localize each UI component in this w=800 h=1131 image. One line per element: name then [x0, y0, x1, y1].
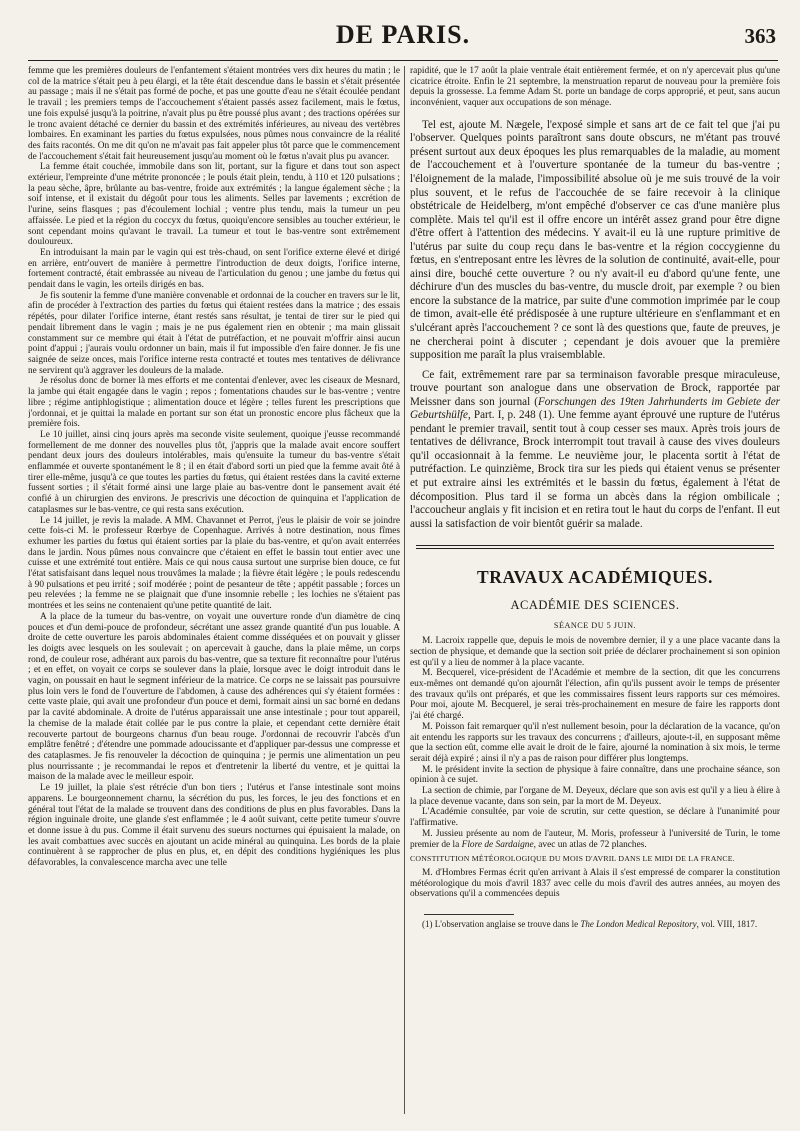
- running-title: DE PARIS.: [335, 20, 471, 49]
- page-number: 363: [744, 24, 776, 48]
- footnote-text-before: (1) L'observation anglaise se trouve dans le: [422, 919, 581, 930]
- left-column: [28, 66, 400, 1116]
- paragraph: Tel est, ajoute M. Nægele, l'exposé simple et sans art de ce fait tel que j'ai pu l'observer. Quelques points paraîtront sans doute obscurs, ne m'étant pas trouvé présent surtout aux deux époques les plus remarquables de la maladie, au moment de l'accouchement et à l'ouverture spontanée de la tumeur du bas-ventre ; l'éloignement de la malade, l'impossibilité absolue où je me suis trouvé de la voir plus souvent, et le refus de l'accouchée de se faire recevoir à la clinique obstétricale de Heidelberg, m'ont empêché d'observer ce cas d'une manière plus complète. Mais tel qu'il est il offre encore un intérêt assez grand pour être digne d'être offert à l'attention des médecins. Y avait-il eu là une rupture primitive de l'utérus par suite du coup reçu dans le bas-ventre et la région coccygienne du fœtus, en s'entreposant entre les lèvres de la solution de continuité, avait-elle, pour ainsi dire, bouché cette ouverture ? ou n'y avait-il eu d'abord qu'une fente, une déchirure d'un des muscles du bas-ventre, du muscle droit, par exemple ? ou bien encore la substance de la matrice, par suite d'une commotion imprimée par le coup de timon, avait-elle été prédisposée à une rupture ultérieure en s'enflammant et en s'ulcérant après l'accouchement ? ce sont là des questions que, faute de preuves, je ne chercherai point à discuter ; cependant je dois avouer que la première supposition me paraît la plus vraisemblable.: [410, 118, 780, 362]
- paragraph: [410, 369, 780, 532]
- journal-title: Forschungen des 19ten Jahrhunderts im Gebiete der Geburtshülfe: [410, 395, 780, 422]
- paragraph-text: , Part. I, p. 248 (1). Une femme ayant éprouvé une rupture de l'utérus pendant le premier travail, sentit tout à coup cesser ses maux. Après trois jours de tentatives de délivrance, Brock interrompit tout travail à cause des vives douleurs qu'il occasionnait à la femme. Le neuvième jour, le placenta sortit à l'état de putréfaction. Le quinzième, Brock tira sur les pieds qui étaient venus se présenter et put extraire ainsi les extrémités et le bassin du fœtus, également à l'état de décomposition. Plus tard il se forma un abcès dans la région ombilicale ; l'accoucheur anglais y fit incision et en retira tout le haut du corps de l'enfant. Il eut aussi la satisfaction de voir bientôt guérir sa malade.: [410, 409, 780, 530]
- paragraph: L'Académie consultée, par voie de scrutin, sur cette question, se déclare à l'unanimité pour l'affirmative.: [410, 807, 780, 829]
- paragraph: Je résolus donc de borner là mes efforts et me contentai d'enlever, avec les ciseaux de Mesnard, la jambe qui était engagée dans le vagin ; repos ; fomentations chaudes sur le bas-ventre ; ventre libre ; régime antiphlogistique ; alimentation douce et légère ; telles furent les prescriptions que j'ordonnai, et je quittai la malade en portant sur son état un pronostic encore plus fâcheux que la première fois.: [28, 376, 400, 430]
- paragraph: M. Poisson fait remarquer qu'il n'est nullement besoin, pour la déclaration de la vacance, qu'on ait entendu les rapports sur les travaux des concurrens ; d'ailleurs, ajoute-t-il, en supposant même que la section eût, comme elle avait le droit de le faire, ajourné la nomination à six mois, le terme serait déjà expiré ; ainsi il n'y a pas de raison pour différer plus longtemps.: [410, 721, 780, 764]
- right-column: [410, 66, 780, 1116]
- paragraph: En introduisant la main par le vagin qui est très-chaud, on sent l'orifice externe élevé et dirigé en arrière, entr'ouvert de manière à permettre l'introduction de deux doigts, l'orifice interne, fortement contracté, était embrassée au niveau de l'articulation du genou ; une jambe du fœtus qui pendait dans le vagin, les orteils dirigés en bas.: [28, 247, 400, 291]
- paragraph: La section de chimie, par l'organe de M. Deyeux, déclare que son avis est qu'il y a lieu à élire à la place devenue vacante, dans son sein, par la mort de M. Deyeux.: [410, 786, 780, 807]
- column-divider: [404, 66, 405, 1114]
- paragraph: M. Becquerel, vice-président de l'Académie et membre de la section, dit que les concurrens eux-mêmes ont demandé qu'on ajournât l'élection, afin qu'ils pussent avoir le temps de présenter des travaux qu'ils ont préparés, et que les commissaires fissent leurs rapports sur ces mémoires. Pour moi, ajoute M. Becquerel, je serai très-prochainement en mesure de faire les rapports dont j'ai été chargé.: [410, 668, 780, 722]
- footnote-rule: [424, 914, 514, 915]
- paragraph-text: M. Jussieu présente au nom de l'auteur, M. Moris, professeur à l'université de Turin, le tome premier de la: [410, 828, 780, 850]
- paragraph: [410, 829, 780, 850]
- paragraph: Le 10 juillet, ainsi cinq jours après ma seconde visite seulement, quoique j'eusse recommandé formellement de me donner des nouvelles plus tôt, j'appris que la malade avait encore souffert pendant deux jours des douleurs intolérables, mais qu'ensuite la tumeur du bas-ventre s'était enflammée et ouverte spontanément le 8 ; il en était d'abord sorti un pied que la femme avait ôté à tirer elle-même, jusqu'à ce que toutes les parties du fœtus, qui étaient restées dans la cavité externe fussent sorties ; il s'était formé ainsi une large plaie au bas-ventre dont le pansement avait été confié à un chirurgien des environs. Je prescrivis une décoction de quinquina et l'application de cataplasmes sur le bas-ventre, ce qui resta sans exécution.: [28, 429, 400, 515]
- paragraph: M. d'Hombres Fermas écrit qu'en arrivant à Alais il s'est empressé de comparer la constitution météorologique du mois d'avril 1837 avec celle du mois d'avril des autres années, au moyen des observations qu'il a commencées depuis: [410, 867, 780, 900]
- paragraph: femme que les premières douleurs de l'enfantement s'étaient montrées vers dix heures du matin ; le col de la matrice s'était peu à peu élargi, et la tête était descendue dans le bassin et s'était présentée au passage ; mais il ne s'était pas formé de poche, et pas une goutte d'eau ne s'était écoulée pendant le travail ; les premiers temps de l'accouchement s'étaient passés assez facilement, mais le fœtus, une fois expulsé jusqu'à la poitrine, n'avait plus pu être poussé plus avant ; des tractions opérées sur le tronc avaient détaché ce dernier du bassin et des extrémités inférieures, au niveau des vertèbres lombaires. En examinant les parties du fœtus expulsées, nous pûmes nous convaincre de la réalité des faits racontés. On me dit qu'on ne m'avait pas fait appeler plus tôt parce que le commencement de l'accouchement s'était fait heureusement jusqu'au moment où le fœtus n'avait plus pu avancer.: [28, 66, 400, 162]
- footnote-journal: The London Medical Repository: [580, 919, 697, 930]
- section-title: TRAVAUX ACADÉMIQUES.: [477, 567, 713, 588]
- footnote-text-after: , vol. VIII, 1817.: [696, 919, 758, 930]
- paragraph: Je fis soutenir la femme d'une manière convenable et ordonnai de la coucher en travers sur le lit, afin de procéder à l'extraction des parties du fœtus qui étaient restées dans la matrice ; des essais répétés, pour dilater l'orifice interne, étant restés sans résultat, je tentai de tirer sur le pied qui pendait librement dans le vagin ; mais je ne pus également rien en obtenir ; ma main glissait constamment sur ce membre qui était à l'état de putréfaction, et ne pouvait m'offrir ainsi aucun point d'appui ; j'aurais voulu ordonner un bain, mais il fut impossible d'en faire donner. Je fis une saignée de seize onces, mais l'orifice interne resta contracté et toutes mes tentatives de délivrance ne servirent qu'à aggraver les douleurs de la malade.: [28, 290, 400, 376]
- section-subtitle: ACADÉMIE DES SCIENCES.: [510, 598, 680, 613]
- book-title: Flore de Sardaigne: [461, 839, 534, 850]
- page-header: [28, 14, 778, 61]
- paragraph: Le 19 juillet, la plaie s'est rétrécie d'un bon tiers ; l'utérus et l'anse intestinale sont moins apparens. Le bourgeonnement charnu, la sécrétion du pus, les forces, le jeu des fonctions et en général tout l'état de la malade se trouvent dans des conditions de plus en plus favorables. Dans la région inguinale droite, une glande s'est enflammée ; le 4 août suivant, cette petite tumeur s'ouvre et donne issue à du pus. Comme il était survenu des sueurs nocturnes qui épuisaient la malade, on les avait combattues avec succès en ajoutant un acide minéral au quinquina. Les bords de la plaie continuèrent à se rapprocher de plus en plus, et, en dépit des conditions hygiéniques les plus défavorables, la convalescence marcha avec une telle: [28, 783, 400, 869]
- section-rule: [416, 548, 774, 549]
- paragraph-text: Ce fait, extrêmement rare par sa terminaison favorable presque miraculeuse, trouve pourtant son analogue dans une observation de Brock, rapportée par Meissner dans son journal (: [410, 368, 780, 408]
- paragraph: M. Lacroix rappelle que, depuis le mois de novembre dernier, il y a une place vacante dans la section de physique, et demande que la section soit priée de déclarer prochainement si son opinion est qu'il y a lieu de nommer à la place vacante.: [410, 636, 780, 668]
- paragraph: La femme était couchée, immobile dans son lit, portant, sur la figure et dans tout son aspect extérieur, l'empreinte d'une métrite prononcée ; le pouls était plein, tendu, à 110 et 120 pulsations ; la peau sèche, âpre, brûlante au bas-ventre, froide aux extrémités ; la langue également sèche ; la soif intense, et il existait du dégoût pour tous les aliments. Selles par lavements ; excrétion de l'urine, seins flasques ; pas d'écoulement lochial ; ventre plus tendu, mais la tumeur un peu affaissée. Le pied et la région du coccyx du fœtus, quoiqu'encore sensibles au toucher extérieur, le sont cependant moins qu'avant le travail. La tumeur et tout le bas-ventre sont extrêmement douloureux.: [28, 162, 400, 248]
- footnote: [410, 919, 780, 930]
- paragraph: M. le président invite la section de physique à faire connaître, dans une prochaine séance, son opinion à ce sujet.: [410, 764, 780, 786]
- session-date: SÉANCE DU 5 JUIN.: [553, 621, 637, 631]
- section-rule: [416, 545, 774, 546]
- paragraph: Le 14 juillet, je revis la malade. A MM. Chavannet et Perrot, j'eus le plaisir de voir se joindre cette fois-ci M. le professeur Rœrbye de Copenhague. Arrivés à notre destination, nous fîmes exhumer les parties du fœtus qui étaient sorties par la plaie du bas-ventre, et qu'on avait enterrées dans le jardin. Nous pûmes nous convaincre que c'étaient en effet le bassin tout entier avec une cuisse et une extrémité tout entière. Mais ce qui nous causa surtout une surprise bien douce, ce fut l'état satisfaisant dans lequel nous trouvâmes la malade ; la fièvre était légère ; le pouls redescendu à 90 pulsations et peu irrité ; soif modérée ; point de pesanteur de tête ; appétit passable ; forces un peu relevées ; la femme ne se plaignait que d'une insomnie rebelle ; les lochies ne s'étaient pas montrées et les seins ne contenaient qu'une petite quantité de lait.: [28, 515, 400, 612]
- paragraph-text: , avec un atlas de 72 planches.: [533, 839, 647, 850]
- paragraph: rapidité, que le 17 août la plaie ventrale était entièrement fermée, et on n'y apercevait plus qu'une cicatrice étroite. Enfin le 21 septembre, la menstruation reparut de nouveau pour la première fois depuis la grossesse. La femme Adam St. porte un bandage de corps approprié, et peut, sans aucun inconvénient, vaquer aux occupations de son ménage.: [410, 66, 780, 109]
- paragraph: A la place de la tumeur du bas-ventre, on voyait une ouverture ronde d'un diamètre de cinq pouces et d'un demi-pouce de profondeur, sécrétant une assez grande quantité d'un pus louable. A droite de cette ouverture les parois abdominales étaient comme disséquées et on pouvait y glisser les doigts avec lesquels on les soulevait ; on apercevait à gauche, dans la plaie même, un corps rond, de couleur rose, adhérant aux parois du bas-ventre, que sa texture fit reconnaître pour l'utérus ; et en effet, on voyait ce corps se soulever dans la plaie, lorsque avec le doigt introduit dans le vagin, on poussait en haut le segment inférieur de la matrice. Ce corps ne se laissait pas poursuivre plus loin vers le fond de l'ouverture de l'abdomen, à cause des adhérences qui s'y étaient formées : cette vaste plaie, qui avait une profondeur d'un pouce et demi, formait ainsi un sac borné en dedans par la cavité abdominale. A droite de l'utérus apparaissait une anse intestinale ; pour tout appareil, la chemise de la malade était collée par le pus contre la plaie, et cependant cette dernière était recouverte partout de bourgeons charnus d'un beau rouge. J'ordonnai de recouvrir l'abcès d'un emplâtre fenêtré ; d'étendre une pommade adoucissante et d'appliquer par-dessus une compresse et des cataplasmes. Je fis renouveler la décoction de quinquina ; je permis une alimentation un peu plus nourrissante ; je recommandai le repos et d'entretenir la liberté du ventre, et je quittai la maison de la malade avec le meilleur espoir.: [28, 611, 400, 783]
- footnote-text: [410, 919, 780, 930]
- subheading: CONSTITUTION MÉTÉOROLOGIQUE DU MOIS D'AVRIL DANS LE MIDI DE LA FRANCE.: [410, 854, 735, 864]
